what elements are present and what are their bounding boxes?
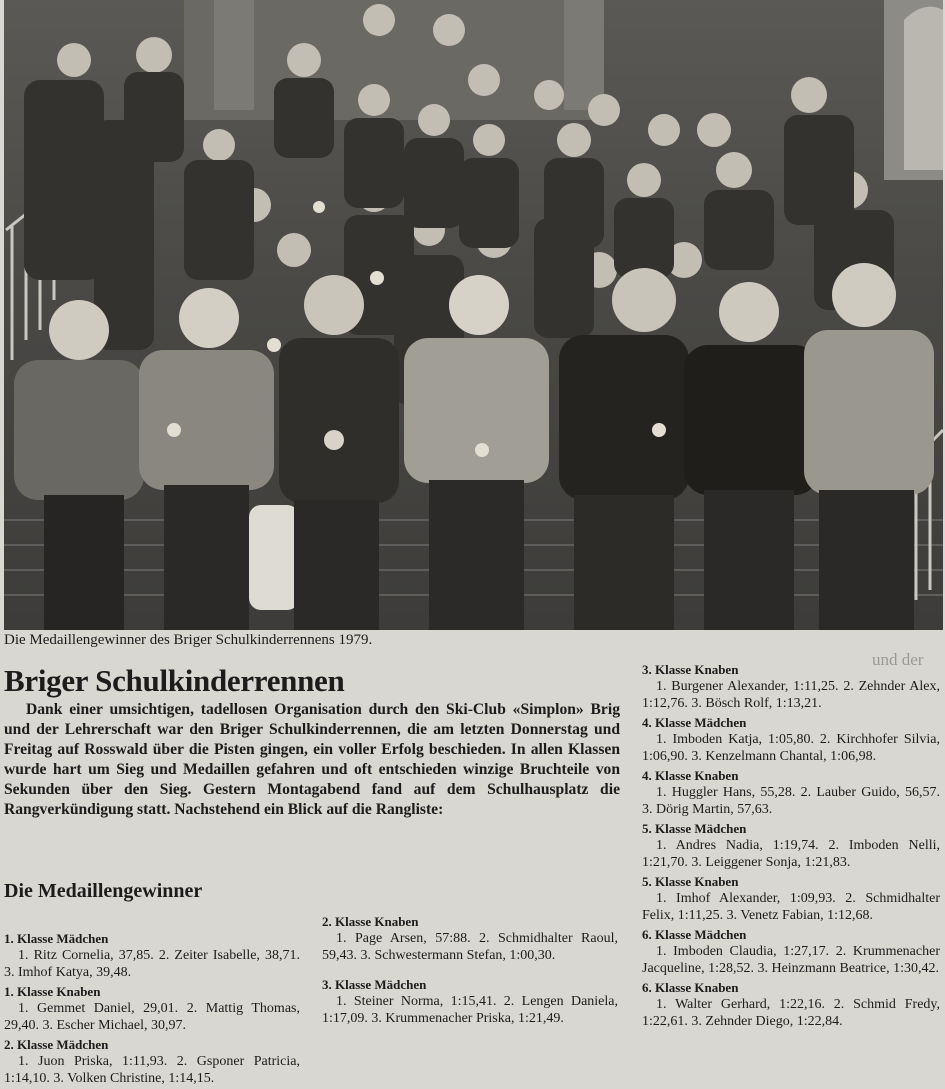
class-title: 2. Klasse Mädchen — [4, 1037, 109, 1052]
class-results: 1. Huggler Hans, 55,28. 2. Lauber Guido, 56,57. 3. Dörig Martin, 57,63. — [642, 785, 940, 817]
group-photo — [4, 0, 943, 630]
class-results: 1. Steiner Norma, 1:15,41. 2. Lengen Daniela, 1:17,09. 3. Krummenacher Priska, 1:21,49. — [322, 994, 618, 1026]
article-headline: Briger Schulkinderrennen — [4, 663, 345, 698]
bleed-through-text: und der — [872, 650, 924, 669]
class-results: 1. Ritz Cornelia, 37,85. 2. Zeiter Isabelle, 38,71. 3. Imhof Katya, 39,48. — [4, 948, 300, 980]
class-results: 1. Gemmet Daniel, 29,01. 2. Mattig Thomas, 29,40. 3. Escher Michael, 30,97. — [4, 1001, 300, 1033]
class-title: 1. Klasse Knaben — [4, 984, 101, 999]
class-results: 1. Walter Gerhard, 1:22,16. 2. Schmid Fredy, 1:22,61. 3. Zehnder Diego, 1:22,84. — [642, 997, 940, 1029]
group-photo-illustration — [4, 0, 943, 630]
class-results: 1. Burgener Alexander, 1:11,25. 2. Zehnder Alex, 1:12,76. 3. Bösch Rolf, 1:13,21. — [642, 679, 940, 711]
class-title: 2. Klasse Knaben — [322, 914, 419, 929]
class-results: 1. Imhof Alexander, 1:09,93. 2. Schmidhalter Felix, 1:11,25. 3. Venetz Fabian, 1:12,68. — [642, 891, 940, 923]
class-title: 5. Klasse Knaben — [642, 874, 739, 889]
class-title: 5. Klasse Mädchen — [642, 821, 747, 836]
class-title: 3. Klasse Mädchen — [322, 977, 427, 992]
results-subhead: Die Medaillengewinner — [4, 880, 203, 902]
class-results: 1. Andres Nadia, 1:19,74. 2. Imboden Nelli, 1:21,70. 3. Leiggener Sonja, 1:21,83. — [642, 838, 940, 870]
class-results: 1. Page Arsen, 57:88. 2. Schmidhalter Raoul, 59,43. 3. Schwestermann Stefan, 1:00,30. — [322, 931, 618, 963]
class-title: 4. Klasse Mädchen — [642, 715, 747, 730]
results-column-1 — [4, 930, 300, 1089]
class-title: 6. Klasse Mädchen — [642, 927, 747, 942]
class-title: 6. Klasse Knaben — [642, 980, 739, 995]
class-results: 1. Juon Priska, 1:11,93. 2. Gsponer Patricia, 1:14,10. 3. Volken Christine, 1:14,15. — [4, 1054, 300, 1086]
class-results: 1. Imboden Claudia, 1:27,17. 2. Krummenacher Jacqueline, 1:28,52. 3. Heinzmann Beatrice, 1:30,42. — [642, 944, 940, 976]
photo-caption: Die Medaillengewinner des Briger Schulkinderrennens 1979. — [4, 632, 373, 648]
class-title: 1. Klasse Mädchen — [4, 931, 109, 946]
article-lead: Dank einer umsichtigen, tadellosen Organisation durch den Ski-Club «Simplon» Brig und der Lehrerschaft war den Briger Schulkinderrennen, die am letzten Donnerstag und Freitag auf Rosswald über die Pisten gingen, ein voller Erfolg beschieden. In allen Klassen wurde hart um Sieg und Medaillen gefahren und oft entschieden winzige Bruchteile von Sekunden über den Sieg. Gestern Montagabend fand auf dem Schulhausplatz die Rangverkündigung statt. Nachstehend ein Blick auf die Rangliste: — [4, 701, 620, 818]
class-results: 1. Imboden Katja, 1:05,80. 2. Kirchhofer Silvia, 1:06,90. 3. Kenzelmann Chantal, 1:06,98. — [642, 732, 940, 764]
class-title: 4. Klasse Knaben — [642, 768, 739, 783]
results-column-3 — [642, 661, 940, 1032]
class-title: 3. Klasse Knaben — [642, 662, 739, 677]
results-column-2 — [322, 875, 618, 1029]
